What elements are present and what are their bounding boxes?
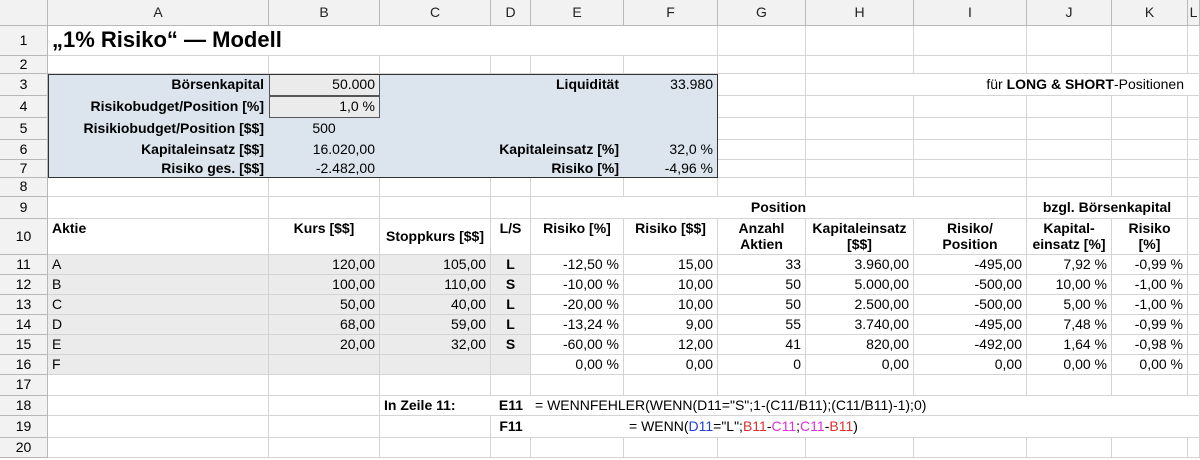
risiko-k-cell[interactable]: -1,00 % bbox=[1112, 295, 1188, 315]
cell-g1[interactable] bbox=[718, 26, 806, 56]
formula-f11-part: ) bbox=[853, 417, 858, 434]
column-header-j[interactable]: J bbox=[1027, 0, 1112, 26]
cell-k8[interactable] bbox=[1112, 178, 1188, 197]
cell-h7[interactable] bbox=[806, 160, 914, 178]
cell-l3[interactable] bbox=[1188, 74, 1200, 96]
risikobudget-pct-label[interactable]: Risikobudget/Position [%] bbox=[48, 96, 269, 118]
cell-e8[interactable] bbox=[531, 178, 624, 197]
risiko-pct-cell[interactable]: -60,00 % bbox=[531, 335, 624, 355]
risiko-position-cell[interactable]: -492,00 bbox=[914, 335, 1027, 355]
row-header-1[interactable]: 1 bbox=[0, 26, 48, 56]
header-kurs[interactable]: Kurs [$$] bbox=[269, 219, 380, 255]
risiko-k-cell[interactable]: -0,99 % bbox=[1112, 255, 1188, 275]
cell-a18[interactable] bbox=[48, 396, 269, 416]
risiko-k-cell[interactable]: -0,98 % bbox=[1112, 335, 1188, 355]
liquiditaet-value[interactable]: 33.980 bbox=[624, 74, 718, 96]
risiko-k-cell[interactable]: 0,00 % bbox=[1112, 355, 1188, 375]
cell-i1[interactable] bbox=[914, 26, 1027, 56]
header-risiko-k[interactable]: Risiko [%] bbox=[1112, 219, 1188, 255]
anzahl-cell[interactable]: 50 bbox=[718, 295, 806, 315]
cell-l18[interactable] bbox=[1188, 396, 1200, 416]
row-header-20[interactable]: 20 bbox=[0, 438, 48, 458]
cell-i20[interactable] bbox=[914, 438, 1027, 458]
formula-text-f11[interactable] bbox=[531, 416, 1188, 438]
cell-d17[interactable] bbox=[491, 375, 531, 396]
header-ls[interactable]: L/S bbox=[491, 219, 531, 255]
cell-a9[interactable] bbox=[48, 197, 269, 219]
header-anzahl[interactable]: Anzahl Aktien bbox=[718, 219, 806, 255]
row-header-18[interactable]: 18 bbox=[0, 396, 48, 416]
formula-text-e11[interactable]: = WENNFEHLER(WENN(D11="S";1-(C11/B11);(C11/B11)-1);0) bbox=[531, 396, 1188, 416]
cell-b17[interactable] bbox=[269, 375, 380, 396]
risiko-k-cell[interactable]: -0,99 % bbox=[1112, 315, 1188, 335]
boersenkapital-group-header[interactable]: bzgl. Börsenkapital bbox=[1027, 197, 1188, 219]
row-header-9[interactable]: 9 bbox=[0, 197, 48, 219]
cell-j20[interactable] bbox=[1027, 438, 1112, 458]
cell-l2[interactable] bbox=[1188, 56, 1200, 74]
cell-d4[interactable] bbox=[491, 96, 531, 118]
cell-l8[interactable] bbox=[1188, 178, 1200, 197]
kurs-input[interactable]: 50,00 bbox=[269, 295, 380, 315]
cell-l6[interactable] bbox=[1188, 140, 1200, 160]
long-short-input[interactable]: S bbox=[491, 335, 531, 355]
cell-c4[interactable] bbox=[380, 96, 491, 118]
cell-i6[interactable] bbox=[914, 140, 1027, 160]
cell-g5[interactable] bbox=[718, 118, 806, 140]
header-risiko-abs[interactable]: Risiko [$$] bbox=[624, 219, 718, 255]
cell-k1[interactable] bbox=[1112, 26, 1188, 56]
risiko-abs-cell[interactable]: 15,00 bbox=[624, 255, 718, 275]
kapitaleinsatz-pct-label[interactable]: Kapitaleinsatz [%] bbox=[380, 140, 624, 160]
row-header-3[interactable]: 3 bbox=[0, 74, 48, 96]
anzahl-cell[interactable]: 0 bbox=[718, 355, 806, 375]
risikobudget-pct-input[interactable]: 1,0 % bbox=[269, 96, 380, 118]
kapitaleinsatz-cell[interactable]: 0,00 bbox=[806, 355, 914, 375]
risiko-pct-cell[interactable]: 0,00 % bbox=[531, 355, 624, 375]
row-header-8[interactable]: 8 bbox=[0, 178, 48, 197]
cell-i7[interactable] bbox=[914, 160, 1027, 178]
cell-d20[interactable] bbox=[491, 438, 531, 458]
cell-b20[interactable] bbox=[269, 438, 380, 458]
row-header-12[interactable]: 12 bbox=[0, 275, 48, 295]
aktie-cell[interactable]: D bbox=[48, 315, 269, 335]
cell-f4[interactable] bbox=[624, 96, 718, 118]
risikobudget-abs-value[interactable]: 500 bbox=[269, 118, 380, 140]
cell-f1[interactable] bbox=[624, 26, 718, 56]
risiko-pct-value[interactable]: -4,96 % bbox=[624, 160, 718, 178]
boersenkapital-label[interactable]: Börsenkapital bbox=[48, 74, 269, 96]
formula-f11-part: ="L"; bbox=[713, 417, 743, 434]
column-header-b[interactable]: B bbox=[269, 0, 380, 26]
cell-l14[interactable] bbox=[1188, 315, 1200, 335]
cell-e20[interactable] bbox=[531, 438, 624, 458]
cell-l20[interactable] bbox=[1188, 438, 1200, 458]
anzahl-cell[interactable]: 50 bbox=[718, 275, 806, 295]
row-header-7[interactable]: 7 bbox=[0, 160, 48, 178]
stoppkurs-input[interactable]: 105,00 bbox=[380, 255, 491, 275]
kapitaleinsatz-cell[interactable]: 820,00 bbox=[806, 335, 914, 355]
note-bold: LONG & SHORT bbox=[1006, 75, 1114, 92]
kapitaleinsatz-cell[interactable]: 5.000,00 bbox=[806, 275, 914, 295]
boersenkapital-input[interactable]: 50.000 bbox=[269, 74, 380, 96]
risiko-position-cell[interactable]: -495,00 bbox=[914, 315, 1027, 335]
formula-f11-part: D11 bbox=[688, 417, 714, 434]
column-header-k[interactable]: K bbox=[1112, 0, 1188, 26]
cell-l9[interactable] bbox=[1188, 197, 1200, 219]
row-header-13[interactable]: 13 bbox=[0, 295, 48, 315]
cell-k2[interactable] bbox=[1112, 56, 1188, 74]
row-header-6[interactable]: 6 bbox=[0, 140, 48, 160]
header-aktie[interactable]: Aktie bbox=[48, 219, 269, 255]
cell-h2[interactable] bbox=[806, 56, 914, 74]
header-risiko-position[interactable]: Risiko/ Position bbox=[914, 219, 1027, 255]
risiko-position-cell[interactable]: -500,00 bbox=[914, 295, 1027, 315]
row-header-19[interactable]: 19 bbox=[0, 416, 48, 438]
cell-b2[interactable] bbox=[269, 56, 380, 74]
cell-a20[interactable] bbox=[48, 438, 269, 458]
column-header-h[interactable]: H bbox=[806, 0, 914, 26]
row-header-14[interactable]: 14 bbox=[0, 315, 48, 335]
formula-f11-part: B11 bbox=[829, 417, 854, 434]
risiko-position-cell[interactable]: -495,00 bbox=[914, 255, 1027, 275]
header-kapitaleinsatz-pct[interactable]: Kapital- einsatz [%] bbox=[1027, 219, 1112, 255]
risiko-abs-cell[interactable]: 10,00 bbox=[624, 275, 718, 295]
cell-g6[interactable] bbox=[718, 140, 806, 160]
cell-l16[interactable] bbox=[1188, 355, 1200, 375]
cell-e4[interactable] bbox=[531, 96, 624, 118]
cell-g2[interactable] bbox=[718, 56, 806, 74]
stoppkurs-input[interactable]: 110,00 bbox=[380, 275, 491, 295]
cell-l13[interactable] bbox=[1188, 295, 1200, 315]
long-short-input[interactable] bbox=[491, 355, 531, 375]
kapitaleinsatz-abs-label[interactable]: Kapitaleinsatz [$$] bbox=[48, 140, 269, 160]
cell-i17[interactable] bbox=[914, 375, 1027, 396]
kapitaleinsatz-pct-cell[interactable]: 0,00 % bbox=[1027, 355, 1112, 375]
formula-f11-part: - bbox=[766, 417, 772, 434]
kapitaleinsatz-pct-cell[interactable]: 1,64 % bbox=[1027, 335, 1112, 355]
row-header-16[interactable]: 16 bbox=[0, 355, 48, 375]
cell-g8[interactable] bbox=[718, 178, 806, 197]
stoppkurs-input[interactable]: 32,00 bbox=[380, 335, 491, 355]
cell-i5[interactable] bbox=[914, 118, 1027, 140]
cell-f8[interactable] bbox=[624, 178, 718, 197]
row-header-5[interactable]: 5 bbox=[0, 118, 48, 140]
cell-k5[interactable] bbox=[1112, 118, 1188, 140]
cell-d8[interactable] bbox=[491, 178, 531, 197]
formula-f11-part: - bbox=[824, 417, 830, 434]
cell-l7[interactable] bbox=[1188, 160, 1200, 178]
cell-h8[interactable] bbox=[806, 178, 914, 197]
cell-j17[interactable] bbox=[1027, 375, 1112, 396]
cell-j6[interactable] bbox=[1027, 140, 1112, 160]
cell-b9[interactable] bbox=[269, 197, 380, 219]
cell-c9[interactable] bbox=[380, 197, 491, 219]
risiko-pct-cell[interactable]: -13,24 % bbox=[531, 315, 624, 335]
kapitaleinsatz-cell[interactable]: 3.960,00 bbox=[806, 255, 914, 275]
risiko-k-cell[interactable]: -1,00 % bbox=[1112, 275, 1188, 295]
header-risiko-pct[interactable]: Risiko [%] bbox=[531, 219, 624, 255]
column-header-a[interactable]: A bbox=[48, 0, 269, 26]
long-short-input[interactable]: S bbox=[491, 275, 531, 295]
cell-k20[interactable] bbox=[1112, 438, 1188, 458]
long-short-input[interactable]: L bbox=[491, 255, 531, 275]
risiko-ges-value[interactable]: -2.482,00 bbox=[269, 160, 380, 178]
cell-l17[interactable] bbox=[1188, 375, 1200, 396]
formula-f11-part: B11 bbox=[742, 417, 767, 434]
risikobudget-abs-label[interactable]: Risikiobudget/Position [$$] bbox=[48, 118, 269, 140]
risiko-ges-label[interactable]: Risiko ges. [$$] bbox=[48, 160, 269, 178]
anzahl-cell[interactable]: 41 bbox=[718, 335, 806, 355]
corner-select-all[interactable] bbox=[0, 0, 48, 26]
note-suffix: -Positionen bbox=[1113, 75, 1184, 92]
cell-j7[interactable] bbox=[1027, 160, 1112, 178]
stoppkurs-input[interactable]: 40,00 bbox=[380, 295, 491, 315]
kapitaleinsatz-pct-cell[interactable]: 10,00 % bbox=[1027, 275, 1112, 295]
cell-e5[interactable] bbox=[531, 118, 624, 140]
cell-c17[interactable] bbox=[380, 375, 491, 396]
cell-i4[interactable] bbox=[914, 96, 1027, 118]
kapitaleinsatz-pct-value[interactable]: 32,0 % bbox=[624, 140, 718, 160]
long-short-input[interactable]: L bbox=[491, 315, 531, 335]
position-group-header[interactable]: Position bbox=[531, 197, 1027, 219]
risiko-abs-cell[interactable]: 9,00 bbox=[624, 315, 718, 335]
cell-l1[interactable] bbox=[1188, 26, 1200, 56]
risiko-abs-cell[interactable]: 0,00 bbox=[624, 355, 718, 375]
cell-h4[interactable] bbox=[806, 96, 914, 118]
aktie-cell[interactable]: E bbox=[48, 335, 269, 355]
cell-l4[interactable] bbox=[1188, 96, 1200, 118]
cell-l15[interactable] bbox=[1188, 335, 1200, 355]
cell-b18[interactable] bbox=[269, 396, 380, 416]
formula-ref-e11[interactable]: E11 bbox=[491, 396, 531, 416]
kapitaleinsatz-pct-cell[interactable]: 5,00 % bbox=[1027, 295, 1112, 315]
row-header-2[interactable]: 2 bbox=[0, 56, 48, 74]
long-short-input[interactable]: L bbox=[491, 295, 531, 315]
cell-h20[interactable] bbox=[806, 438, 914, 458]
header-kapitaleinsatz[interactable]: Kapitaleinsatz [$$] bbox=[806, 219, 914, 255]
note-prefix: für bbox=[986, 75, 1007, 92]
cell-d9[interactable] bbox=[491, 197, 531, 219]
risiko-pct-label[interactable]: Risiko [%] bbox=[380, 160, 624, 178]
cell-g7[interactable] bbox=[718, 160, 806, 178]
cell-f2[interactable] bbox=[624, 56, 718, 74]
aktie-cell[interactable]: B bbox=[48, 275, 269, 295]
cell-k4[interactable] bbox=[1112, 96, 1188, 118]
risiko-pct-cell[interactable]: -20,00 % bbox=[531, 295, 624, 315]
kapitaleinsatz-pct-cell[interactable]: 7,92 % bbox=[1027, 255, 1112, 275]
stoppkurs-input[interactable] bbox=[380, 355, 491, 375]
cell-c8[interactable] bbox=[380, 178, 491, 197]
cell-g4[interactable] bbox=[718, 96, 806, 118]
header-stoppkurs[interactable]: Stoppkurs [$$] bbox=[380, 219, 491, 255]
cell-h1[interactable] bbox=[806, 26, 914, 56]
cell-l10[interactable] bbox=[1188, 219, 1200, 255]
cell-g17[interactable] bbox=[718, 375, 806, 396]
long-short-note[interactable] bbox=[806, 74, 1188, 96]
formula-f11-part: ; bbox=[796, 417, 801, 434]
cell-b8[interactable] bbox=[269, 178, 380, 197]
cell-d2[interactable] bbox=[491, 56, 531, 74]
row-header-4[interactable]: 4 bbox=[0, 96, 48, 118]
page-title[interactable]: „1% Risiko“ — Modell bbox=[48, 26, 624, 56]
cell-j5[interactable] bbox=[1027, 118, 1112, 140]
anzahl-cell[interactable]: 33 bbox=[718, 255, 806, 275]
risiko-pct-cell[interactable]: -12,50 % bbox=[531, 255, 624, 275]
row-header-10[interactable]: 10 bbox=[0, 219, 48, 255]
aktie-cell[interactable]: C bbox=[48, 295, 269, 315]
cell-b19[interactable] bbox=[269, 416, 380, 438]
kurs-input[interactable]: 100,00 bbox=[269, 275, 380, 295]
cell-d5[interactable] bbox=[491, 118, 531, 140]
formula-f11-part: C11 bbox=[771, 417, 797, 434]
column-header-e[interactable]: E bbox=[531, 0, 624, 26]
column-header-d[interactable]: D bbox=[491, 0, 531, 26]
cell-j2[interactable] bbox=[1027, 56, 1112, 74]
cell-k7[interactable] bbox=[1112, 160, 1188, 178]
row-header-15[interactable]: 15 bbox=[0, 335, 48, 355]
cell-a17[interactable] bbox=[48, 375, 269, 396]
cell-l12[interactable] bbox=[1188, 275, 1200, 295]
cell-j4[interactable] bbox=[1027, 96, 1112, 118]
risiko-abs-cell[interactable]: 12,00 bbox=[624, 335, 718, 355]
risiko-pct-cell[interactable]: -10,00 % bbox=[531, 275, 624, 295]
cell-e17[interactable] bbox=[531, 375, 624, 396]
aktie-cell[interactable]: F bbox=[48, 355, 269, 375]
cell-h5[interactable] bbox=[806, 118, 914, 140]
cell-a8[interactable] bbox=[48, 178, 269, 197]
cell-f20[interactable] bbox=[624, 438, 718, 458]
formula-f11-part: C11 bbox=[800, 417, 825, 434]
aktie-cell[interactable]: A bbox=[48, 255, 269, 275]
cell-c2[interactable] bbox=[380, 56, 491, 74]
row-header-11[interactable]: 11 bbox=[0, 255, 48, 275]
cell-l19[interactable] bbox=[1188, 416, 1200, 438]
kapitaleinsatz-pct-cell[interactable]: 7,48 % bbox=[1027, 315, 1112, 335]
cell-h17[interactable] bbox=[806, 375, 914, 396]
cell-k6[interactable] bbox=[1112, 140, 1188, 160]
cell-c5[interactable] bbox=[380, 118, 491, 140]
formula-note-label[interactable]: In Zeile 11: bbox=[380, 396, 491, 416]
kapitaleinsatz-abs-value[interactable]: 16.020,00 bbox=[269, 140, 380, 160]
cell-a2[interactable] bbox=[48, 56, 269, 74]
cell-l11[interactable] bbox=[1188, 255, 1200, 275]
cell-g20[interactable] bbox=[718, 438, 806, 458]
cell-c19[interactable] bbox=[380, 416, 491, 438]
formula-ref-f11[interactable]: F11 bbox=[491, 416, 531, 438]
formula-f11-part: = WENN( bbox=[629, 417, 689, 434]
column-header-c[interactable]: C bbox=[380, 0, 491, 26]
cell-i8[interactable] bbox=[914, 178, 1027, 197]
cell-k17[interactable] bbox=[1112, 375, 1188, 396]
cell-g3[interactable] bbox=[718, 74, 806, 96]
stoppkurs-input[interactable]: 59,00 bbox=[380, 315, 491, 335]
kurs-input[interactable]: 68,00 bbox=[269, 315, 380, 335]
risiko-abs-cell[interactable]: 10,00 bbox=[624, 295, 718, 315]
row-header-17[interactable]: 17 bbox=[0, 375, 48, 396]
cell-f5[interactable] bbox=[624, 118, 718, 140]
kapitaleinsatz-cell[interactable]: 2.500,00 bbox=[806, 295, 914, 315]
column-header-g[interactable]: G bbox=[718, 0, 806, 26]
cell-j8[interactable] bbox=[1027, 178, 1112, 197]
risiko-position-cell[interactable]: -500,00 bbox=[914, 275, 1027, 295]
cell-a19[interactable] bbox=[48, 416, 269, 438]
column-header-l[interactable]: L bbox=[1188, 0, 1200, 26]
cell-f17[interactable] bbox=[624, 375, 718, 396]
liquiditaet-label[interactable]: Liquidität bbox=[380, 74, 624, 96]
kurs-input[interactable]: 120,00 bbox=[269, 255, 380, 275]
kapitaleinsatz-cell[interactable]: 3.740,00 bbox=[806, 315, 914, 335]
kurs-input[interactable]: 20,00 bbox=[269, 335, 380, 355]
cell-c20[interactable] bbox=[380, 438, 491, 458]
risiko-position-cell[interactable]: 0,00 bbox=[914, 355, 1027, 375]
kurs-input[interactable] bbox=[269, 355, 380, 375]
cell-i2[interactable] bbox=[914, 56, 1027, 74]
column-header-f[interactable]: F bbox=[624, 0, 718, 26]
anzahl-cell[interactable]: 55 bbox=[718, 315, 806, 335]
cell-h6[interactable] bbox=[806, 140, 914, 160]
cell-e2[interactable] bbox=[531, 56, 624, 74]
cell-l5[interactable] bbox=[1188, 118, 1200, 140]
column-header-i[interactable]: I bbox=[914, 0, 1027, 26]
cell-j1[interactable] bbox=[1027, 26, 1112, 56]
